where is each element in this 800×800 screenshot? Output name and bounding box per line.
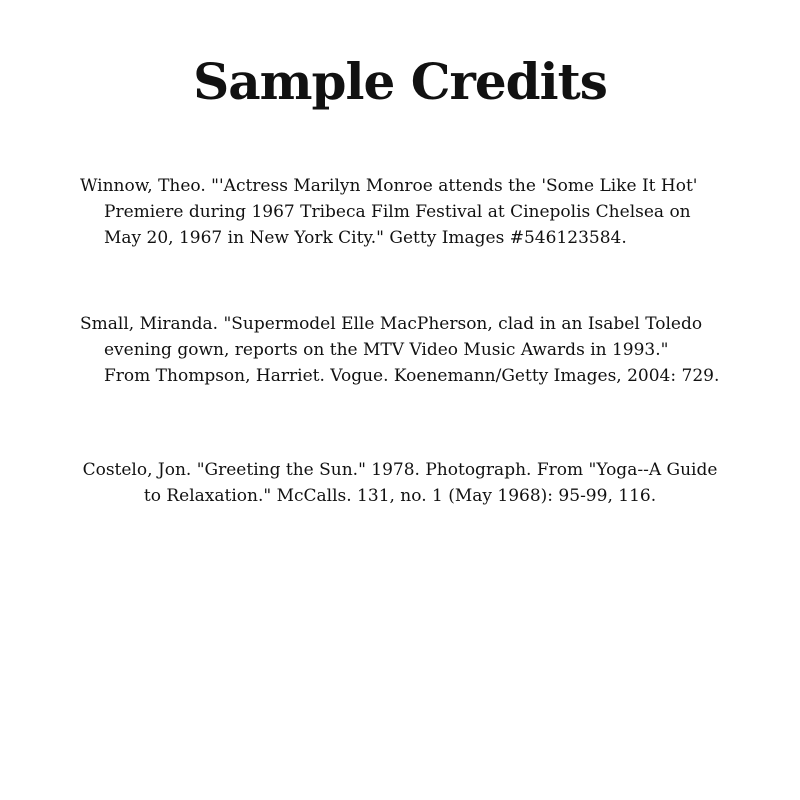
page-title: Sample Credits bbox=[193, 52, 607, 111]
credit-entry-winnow: Winnow, Theo. "'Actress Marilyn Monroe attends the 'Some Like It Hot' Premiere during 1967 Tribeca Film Festival at Cinepolis Chelsea on May 20, 1967 in New York City." Getty Images #546123584. bbox=[80, 176, 698, 248]
credit-entry-small: Small, Miranda. "Supermodel Elle MacPherson, clad in an Isabel Toledo evening gown, reports on the MTV Video Music Awards in 1993." From Thompson, Harriet. Vogue. Koenemann/Getty Images, 2004: 729. bbox=[80, 314, 720, 386]
credit-entry-costelo: Costelo, Jon. "Greeting the Sun." 1978. Photograph. From "Yoga--A Guide to Relaxation." McCalls. 131, no. 1 (May 1968): 95-99, 116. bbox=[82, 460, 718, 506]
